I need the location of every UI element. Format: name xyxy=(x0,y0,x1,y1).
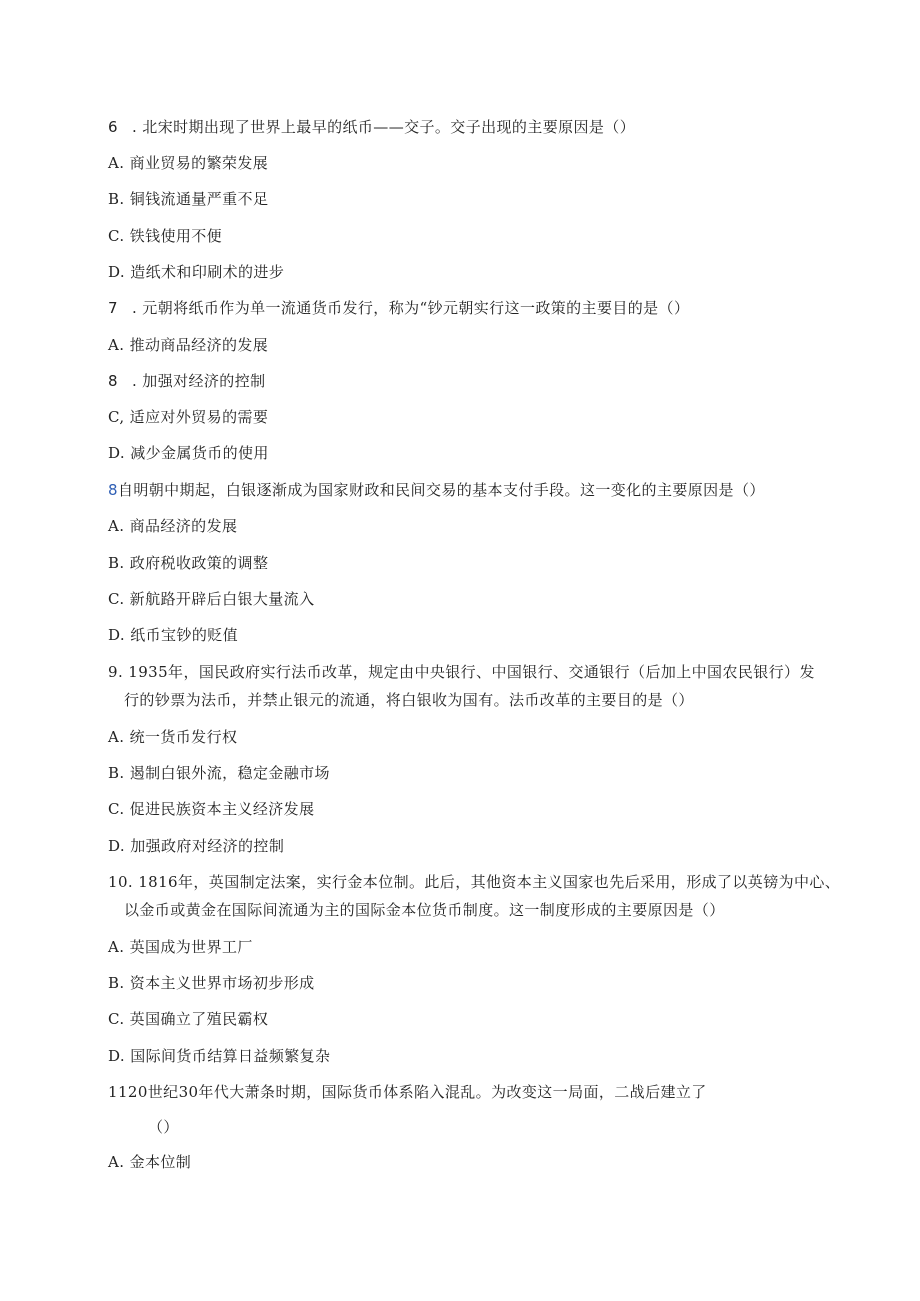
q6-option-d: D. 造纸术和印刷术的进步 xyxy=(108,263,285,281)
q6-option-c: C. 铁钱使用不便 xyxy=(108,227,223,245)
option-number: 8 xyxy=(108,372,118,390)
question-text: . 北宋时期出现了世界上最早的纸币——交子。交子出现的主要原因是（） xyxy=(131,118,636,136)
question-6-stem xyxy=(108,117,635,137)
q8-option-b: B. 政府税收政策的调整 xyxy=(108,554,269,572)
q9-option-b: B. 遏制白银外流，稳定金融市场 xyxy=(108,764,330,782)
question-number: 7 xyxy=(108,299,118,317)
q6-option-a: A. 商业贸易的繁荣发展 xyxy=(108,154,269,172)
q10-option-c: C. 英国确立了殖民霸权 xyxy=(108,1010,269,1028)
q10-option-a: A. 英国成为世界工厂 xyxy=(108,938,253,956)
q7-option-b xyxy=(108,371,266,391)
q8-option-c: C. 新航路开辟后白银大量流入 xyxy=(108,590,315,608)
q11-option-a: A. 金本位制 xyxy=(108,1153,192,1171)
question-10-stem-line2: 以金币或黄金在国际间流通为主的国际金本位货币制度。这一制度形成的主要原因是（） xyxy=(124,901,725,919)
question-number: 6 xyxy=(108,118,118,136)
question-number: 8 xyxy=(108,481,118,499)
question-text: 自明朝中期起，白银逐渐成为国家财政和民间交易的基本支付手段。这一变化的主要原因是（） xyxy=(117,481,765,499)
q9-option-c: C. 促进民族资本主义经济发展 xyxy=(108,800,315,818)
q8-option-a: A. 商品经济的发展 xyxy=(108,517,238,535)
question-8-stem xyxy=(108,480,765,500)
question-9-stem-line1: 9. 1935年，国民政府实行法币改革，规定由中央银行、中国银行、交通银行（后加上中国农民银行）发 xyxy=(108,663,815,681)
q7-option-d: D. 减少金属货币的使用 xyxy=(108,444,269,462)
question-7-stem xyxy=(108,298,689,318)
q10-option-d: D. 国际间货币结算日益频繁复杂 xyxy=(108,1047,331,1065)
q9-option-a: A. 统一货币发行权 xyxy=(108,728,238,746)
question-10-stem-line1: 10. 1816年，英国制定法案，实行金本位制。此后，其他资本主义国家也先后采用，形成了以英镑为中心、 xyxy=(108,873,841,891)
question-text: . 元朝将纸币作为单一流通货币发行，称为“钞元朝实行这一政策的主要目的是（） xyxy=(131,299,690,317)
q8-option-d: D. 纸币宝钞的贬值 xyxy=(108,626,239,644)
q6-option-b: B. 铜钱流通量严重不足 xyxy=(108,190,269,208)
q7-option-a: A. 推动商品经济的发展 xyxy=(108,336,269,354)
option-text: . 加强对经济的控制 xyxy=(131,372,266,390)
question-11-answer-blank: （） xyxy=(148,1118,179,1136)
question-9-stem-line2: 行的钞票为法币，并禁止银元的流通，将白银收为国有。法币改革的主要目的是（） xyxy=(124,691,694,709)
q10-option-b: B. 资本主义世界市场初步形成 xyxy=(108,974,315,992)
q7-option-c: C, 适应对外贸易的需要 xyxy=(108,408,269,426)
question-11-stem-line1: 1120世纪30年代大萧条时期，国际货币体系陷入混乱。为改变这一局面，二战后建立了 xyxy=(108,1083,707,1101)
q9-option-d: D. 加强政府对经济的控制 xyxy=(108,837,285,855)
